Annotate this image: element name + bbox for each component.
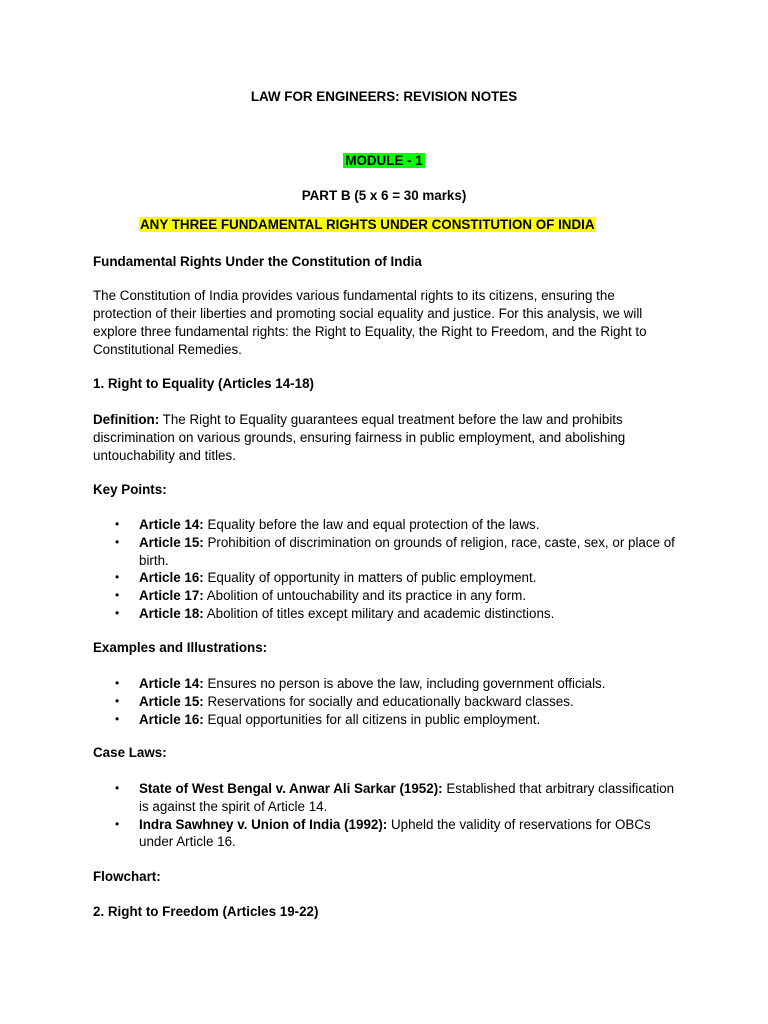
- intro-paragraph: The Constitution of India provides various fundamental rights to its citizens, ensuring the protection of their liberties and promoting social equality and justice. For this analysis, we will explore three fundamental rights: the Right to Equality, the Right to Freedom, and the Right to Constitutional Remedies.: [93, 288, 647, 357]
- case-law-item-label: Indra Sawhney v. Union of India (1992):: [139, 816, 388, 832]
- definition-label: Definition:: [93, 412, 160, 427]
- part-label: PART B (5 x 6 = 30 marks): [301, 188, 467, 203]
- key-point-item: [93, 605, 683, 623]
- key-point-item-text: Abolition of untouchability and its practice in any form.: [203, 588, 527, 604]
- section-heading: Fundamental Rights Under the Constitution of India: [93, 254, 422, 269]
- example-item-label: Article 15:: [139, 693, 204, 709]
- key-point-item-text: Equality before the law and equal protection of the laws.: [203, 517, 540, 532]
- bullet-icon: •: [115, 676, 120, 690]
- key-point-item-label: Article 15:: [139, 534, 204, 550]
- definition-text: The Right to Equality guarantees equal treatment before the law and prohibits discrimination on various grounds, ensuring fairness in public employment, and abolishing untouchability and titles.: [93, 412, 626, 463]
- bullet-icon: •: [115, 693, 120, 708]
- document-title: [0, 89, 768, 104]
- example-item-text: Reservations for socially and educationally backward classes.: [203, 693, 574, 709]
- bullet-icon: •: [115, 605, 120, 620]
- case-law-item-text: Established that arbitrary classification is against the spirit of Article 14.: [139, 781, 675, 814]
- key-point-item-label: Article 14:: [139, 517, 204, 532]
- question-heading: [139, 217, 596, 232]
- example-item-text: Ensures no person is above the law, including government officials.: [203, 676, 606, 691]
- example-item-label: Article 16:: [139, 711, 204, 727]
- example-item: [93, 693, 683, 711]
- key-point-item: [93, 587, 683, 605]
- case-laws-heading: Case Laws:: [93, 745, 167, 760]
- case-laws-list: [93, 780, 683, 851]
- key-points-list: [93, 516, 683, 623]
- examples-list: [93, 675, 683, 728]
- question-text: ANY THREE FUNDAMENTAL RIGHTS UNDER CONSTITUTION OF INDIA: [140, 217, 595, 232]
- part-heading: [0, 188, 768, 203]
- example-item-label: Article 14:: [139, 676, 204, 691]
- bullet-icon: •: [115, 588, 120, 603]
- case-law-item-text: Upheld the validity of reservations for OBCs under Article 16.: [139, 816, 651, 850]
- bullet-icon: •: [115, 517, 120, 531]
- module-heading: [0, 153, 768, 168]
- key-point-item: [93, 534, 683, 570]
- example-item: [93, 711, 683, 729]
- key-point-item: [93, 569, 683, 587]
- right1-definition: [93, 411, 673, 465]
- case-law-item: [93, 816, 683, 852]
- right2-heading: 2. Right to Freedom (Articles 19-22): [93, 904, 319, 919]
- right1-heading: 1. Right to Equality (Articles 14-18): [93, 376, 314, 391]
- bullet-icon: •: [115, 781, 120, 795]
- case-law-item: [93, 780, 683, 816]
- document-title-text: LAW FOR ENGINEERS: REVISION NOTES: [250, 89, 518, 104]
- key-point-item-text: Equality of opportunity in matters of public employment.: [203, 570, 537, 586]
- bullet-icon: •: [115, 711, 120, 726]
- examples-heading: Examples and Illustrations:: [93, 640, 268, 655]
- case-law-item-label: State of West Bengal v. Anwar Ali Sarkar (1952):: [139, 781, 443, 796]
- key-point-item-label: Article 16:: [139, 570, 204, 586]
- bullet-icon: •: [115, 570, 120, 585]
- bullet-icon: •: [115, 534, 120, 549]
- key-point-item-text: Prohibition of discrimination on grounds of religion, race, caste, sex, or place of birth.: [139, 534, 675, 568]
- example-item: [93, 675, 683, 693]
- flowchart-heading: Flowchart:: [93, 869, 161, 884]
- key-point-item-text: Abolition of titles except military and academic distinctions.: [203, 605, 555, 621]
- key-points-heading: Key Points:: [93, 482, 167, 497]
- module-label: MODULE - 1: [345, 153, 423, 168]
- key-point-item: [93, 516, 683, 534]
- key-point-item-label: Article 18:: [139, 605, 204, 621]
- key-point-item-label: Article 17:: [139, 588, 204, 604]
- example-item-text: Equal opportunities for all citizens in public employment.: [203, 711, 541, 727]
- bullet-icon: •: [115, 816, 120, 831]
